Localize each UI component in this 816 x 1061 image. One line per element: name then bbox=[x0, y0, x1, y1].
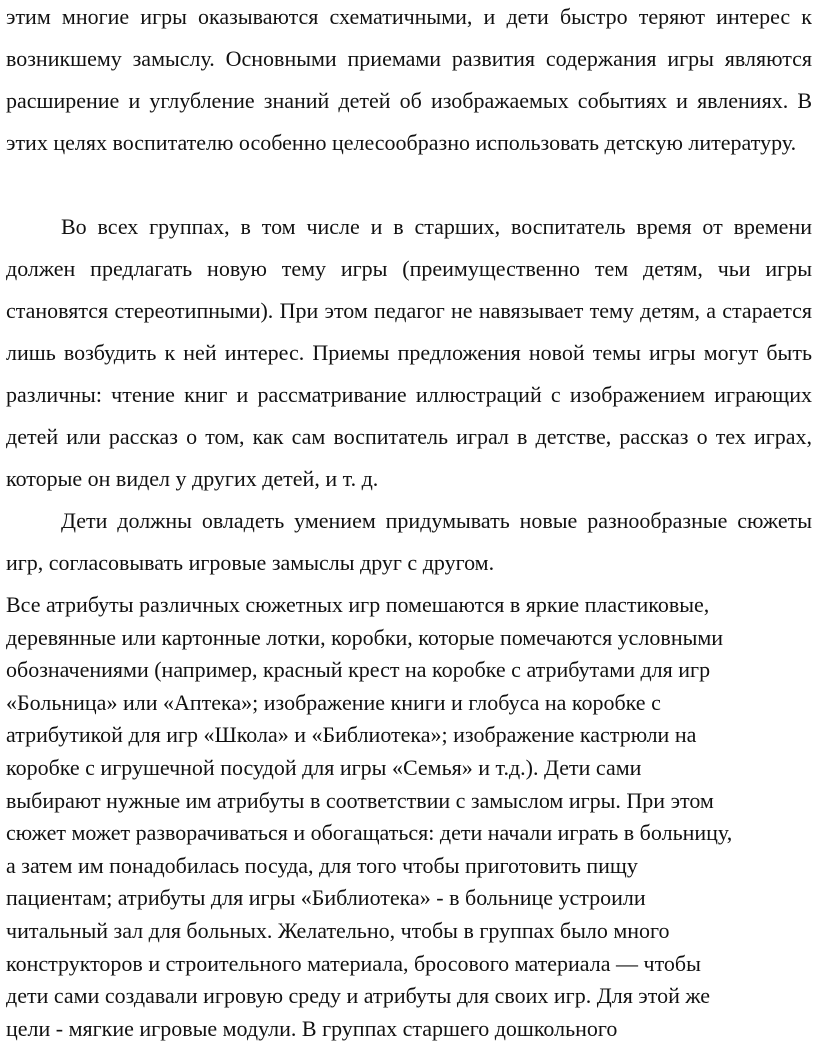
text-line: а затем им понадобилась посуда, для того чтобы приготовить пищу bbox=[6, 852, 638, 878]
paragraph-new-theme: Во всех группах, в том числе и в старших, воспитатель время от времени должен предлагать новую тему игры (преимущественно тем детям, чьи игры становятся стереотипными). При этом педагог не навязывает тему детям, а старается лишь возбудить к ней интерес. Приемы предложения новой темы игры могут быть различны: чтение книг и рассматривание иллюстраций с изображением играющих детей или рассказ о том, как сам воспитатель играл в детстве, рассказ о тех играх, которые он видел у других детей, и т. д. bbox=[6, 214, 812, 491]
text-line: обозначениями (например, красный крест на коробке с атрибутами для игр bbox=[6, 657, 711, 683]
text-line: выбирают нужные им атрибуты в соответствии с замыслом игры. При этом bbox=[6, 787, 714, 813]
text-line: «Больница» или «Аптека»; изображение книги и глобуса на коробке с bbox=[6, 689, 661, 715]
text-line: читальный зал для больных. Желательно, чтобы в группах было много bbox=[6, 917, 670, 943]
text-line: сюжет может разворачиваться и обогащаться: дети начали играть в больницу, bbox=[6, 820, 733, 846]
paragraph-skills: Дети должны овладеть умением придумывать новые разнообразные сюжеты игр, согласовывать игровые замыслы друг с другом. bbox=[6, 508, 812, 575]
text-line: цели - мягкие игровые модули. В группах старшего дошкольного bbox=[6, 1015, 618, 1041]
paragraph-attributes bbox=[6, 589, 814, 1045]
text-line: пациентам; атрибуты для игры «Библиотека» - в больнице устроили bbox=[6, 885, 646, 911]
text-line: дети сами создавали игровую среду и атрибуты для своих игр. Для этой же bbox=[6, 983, 711, 1009]
text-line: атрибутикой для игр «Школа» и «Библиотека»; изображение кастрюли на bbox=[6, 722, 697, 748]
text-line: коробке с игрушечной посудой для игры «Семья» и т.д.). Дети сами bbox=[6, 754, 642, 780]
text-line: деревянные или картонные лотки, коробки, которые помечаются условными bbox=[6, 624, 724, 650]
paragraph-continuation: этим многие игры оказываются схематичными, и дети быстро теряют интерес к возникшему замыслу. Основными приемами развития содержания игры являются расширение и углубление знаний детей об изображаемых событиях и явлениях. В этих целях воспитателю особенно целесообразно использовать детскую литературу. bbox=[6, 4, 812, 155]
text-line: конструкторов и строительного материала, бросового материала — чтобы bbox=[6, 950, 701, 976]
text-line: Все атрибуты различных сюжетных игр помешаются в яркие пластиковые, bbox=[6, 592, 710, 617]
